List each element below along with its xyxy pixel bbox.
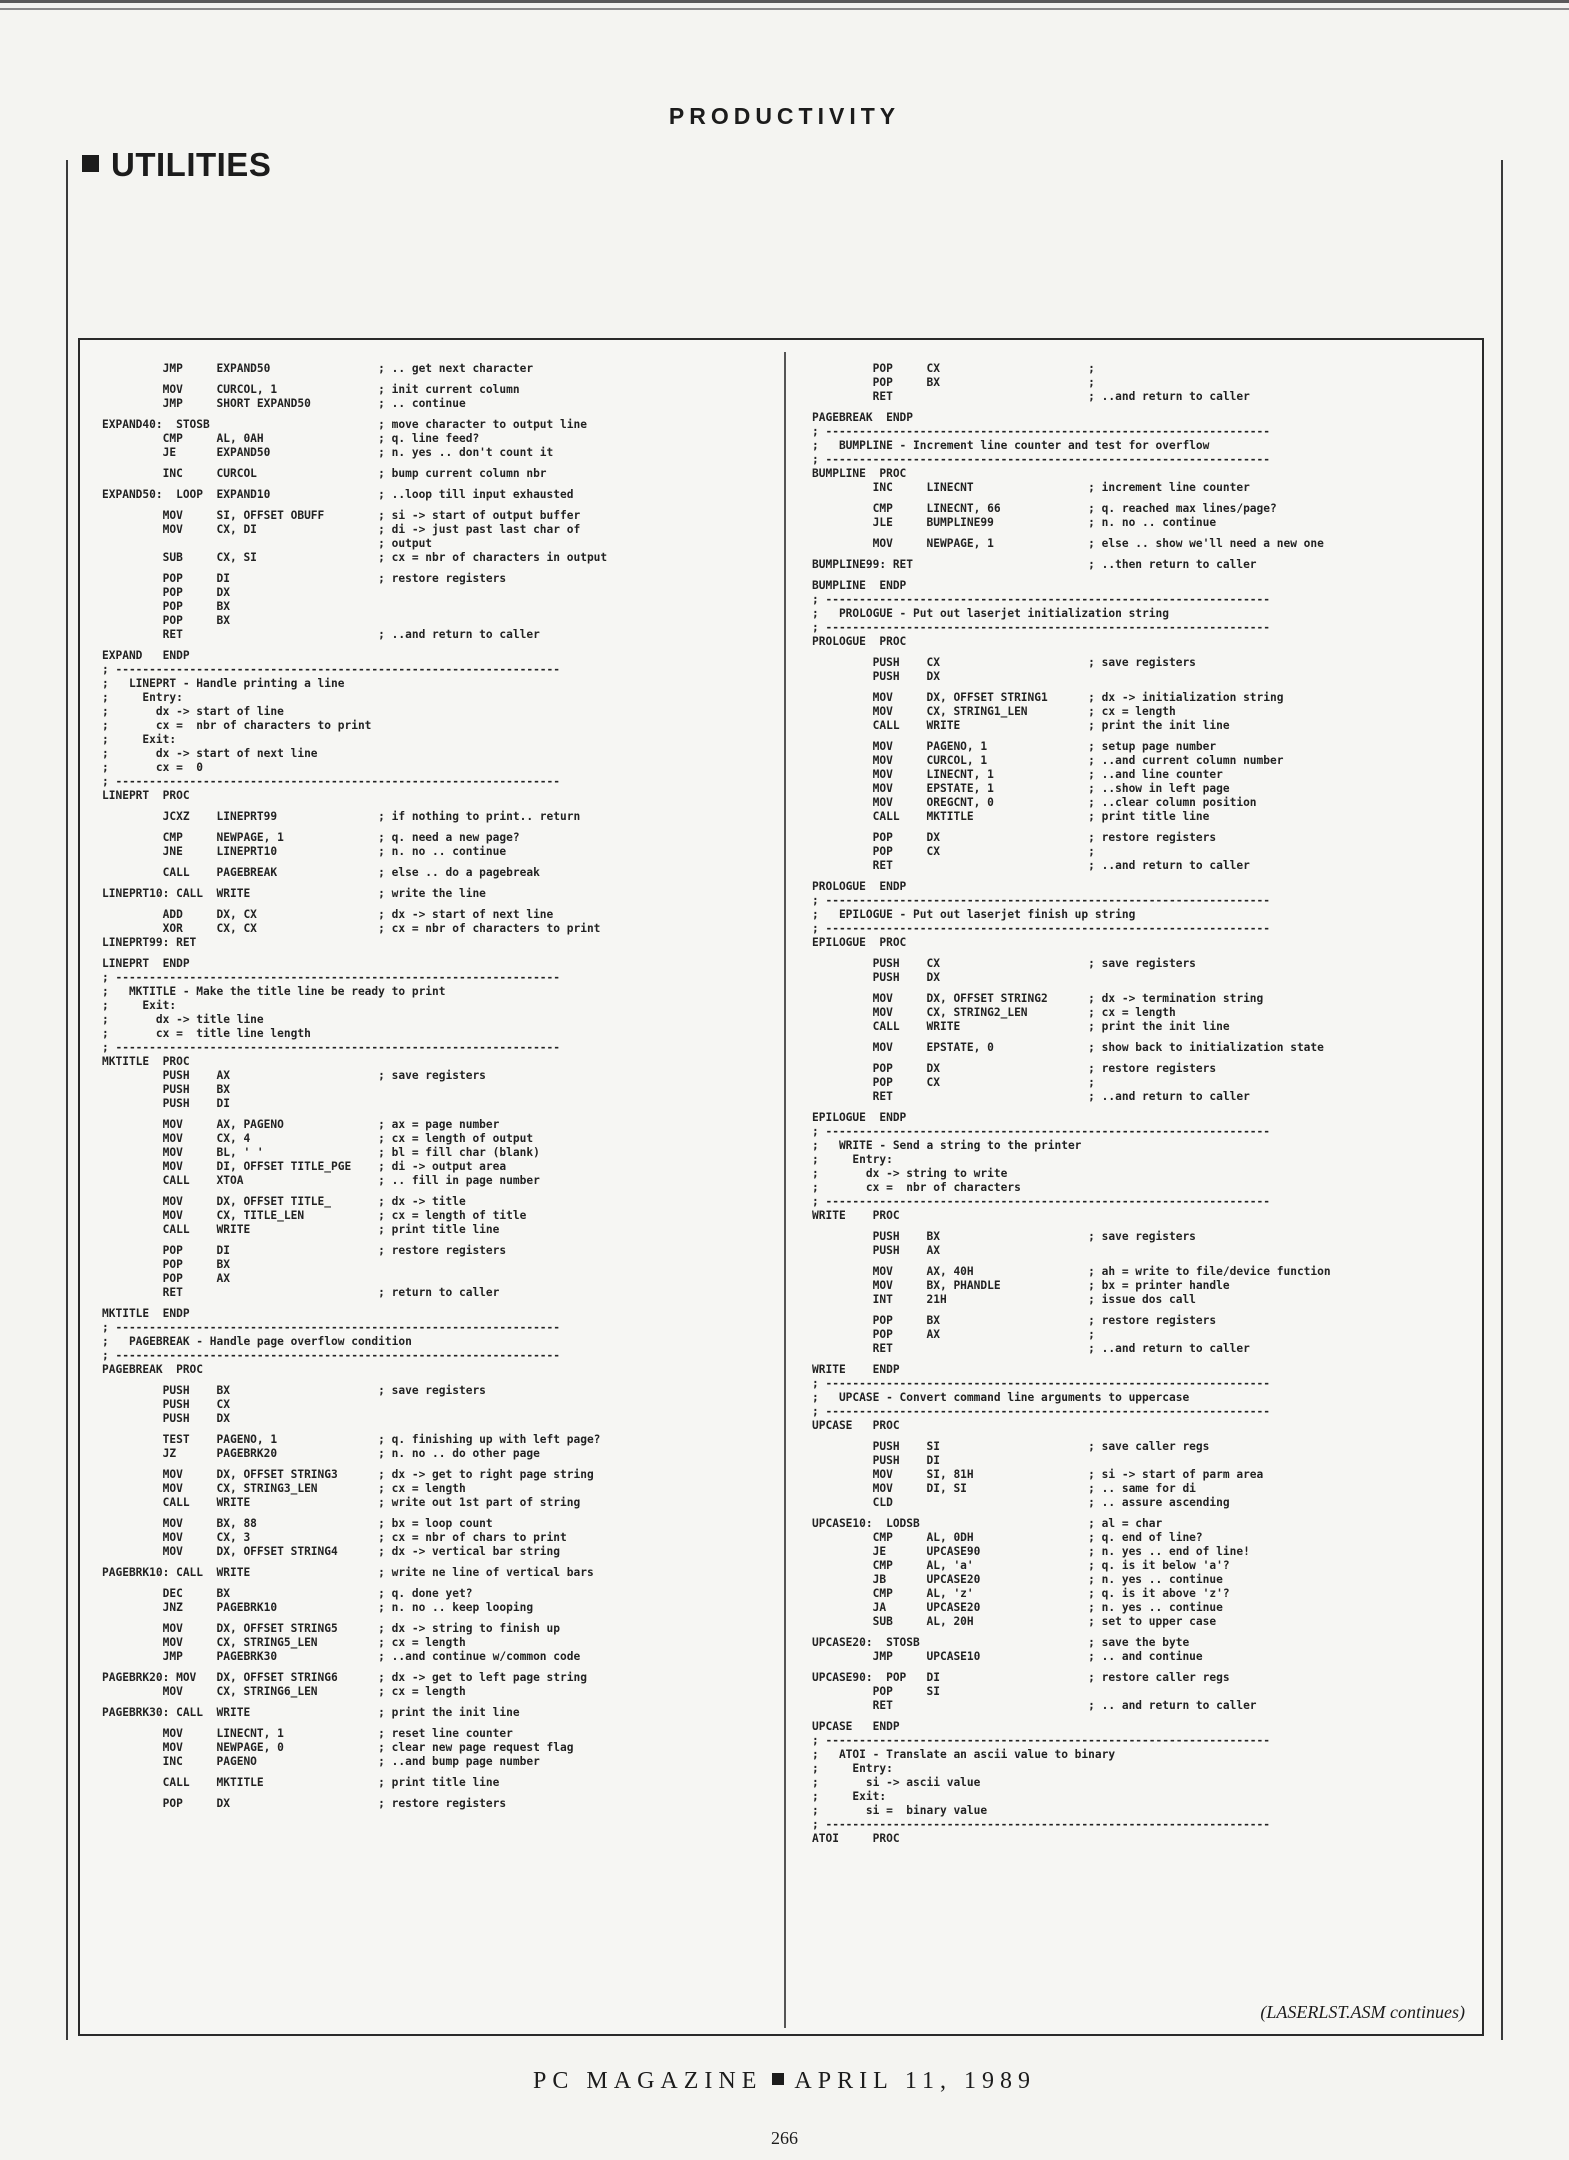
code-line: POP CX ;	[812, 845, 1095, 858]
code-line	[812, 950, 1476, 957]
code-line: ; WRITE - Send a string to the printer	[812, 1139, 1082, 1152]
code-line: JNE LINEPRT10 ; n. no .. continue	[102, 845, 507, 858]
bullet-square-icon	[82, 155, 99, 172]
code-line: ; MKTITLE - Make the title line be ready to print	[102, 985, 446, 998]
code-line: JLE BUMPLINE99 ; n. no .. continue	[812, 516, 1217, 529]
code-line: JMP UPCASE10 ; .. and continue	[812, 1650, 1203, 1663]
code-line	[812, 684, 1476, 691]
code-line: ; dx -> start of next line	[102, 747, 318, 760]
code-line: WRITE PROC	[812, 1209, 900, 1222]
code-line: POP DX	[102, 586, 230, 599]
code-line	[812, 572, 1476, 579]
code-line: CALL MKTITLE ; print title line	[812, 810, 1210, 823]
code-line: PUSH AX ; save registers	[102, 1069, 486, 1082]
code-line	[102, 376, 754, 383]
code-line: PUSH DI	[102, 1097, 230, 1110]
code-line	[102, 1426, 754, 1433]
code-line: PROLOGUE ENDP	[812, 880, 907, 893]
code-line: ; ------------------------------------------------------------------	[812, 1125, 1271, 1138]
code-line: ; Exit:	[812, 1790, 887, 1803]
code-line	[102, 1769, 754, 1776]
code-line: ; ------------------------------------------------------------------	[102, 1321, 561, 1334]
code-line: MOV AX, 40H ; ah = write to file/device function	[812, 1265, 1331, 1278]
code-line	[102, 1559, 754, 1566]
code-line: MOV DI, SI ; .. same for di	[812, 1482, 1196, 1495]
code-line: INC PAGENO ; ..and bump page number	[102, 1755, 540, 1768]
code-line	[812, 985, 1476, 992]
code-line: ; si -> ascii value	[812, 1776, 981, 1789]
code-line: RET ; ..and return to caller	[812, 390, 1250, 403]
code-line: UPCASE10: LODSB ; al = char	[812, 1517, 1163, 1530]
code-line: RET ; ..and return to caller	[812, 1090, 1250, 1103]
code-line	[812, 1055, 1476, 1062]
code-line: ; si = binary value	[812, 1804, 988, 1817]
code-line: EXPAND ENDP	[102, 649, 190, 662]
code-line: RET ; ..and return to caller	[102, 628, 540, 641]
code-line	[102, 1111, 754, 1118]
code-line: INC LINECNT ; increment line counter	[812, 481, 1250, 494]
code-line: MKTITLE ENDP	[102, 1307, 190, 1320]
code-line: MOV PAGENO, 1 ; setup page number	[812, 740, 1217, 753]
code-line: LINEPRT99: RET	[102, 936, 197, 949]
code-line: POP BX	[102, 1258, 230, 1271]
code-line	[812, 1629, 1476, 1636]
code-line: ; PAGEBREAK - Handle page overflow condition	[102, 1335, 412, 1348]
code-line: MOV DX, OFFSET TITLE_ ; dx -> title	[102, 1195, 466, 1208]
code-line: SUB CX, SI ; cx = nbr of characters in output	[102, 551, 608, 564]
code-line: JB UPCASE20 ; n. yes .. continue	[812, 1573, 1223, 1586]
code-line: CMP AL, 'a' ; q. is it below 'a'?	[812, 1559, 1230, 1572]
code-line: PUSH BX ; save registers	[812, 1230, 1196, 1243]
code-line: ; Exit:	[102, 733, 177, 746]
department-label: UTILITIES	[111, 146, 272, 183]
code-line	[812, 1223, 1476, 1230]
code-line: MKTITLE PROC	[102, 1055, 190, 1068]
code-line: MOV DX, OFFSET STRING5 ; dx -> string to finish up	[102, 1622, 561, 1635]
code-line: BUMPLINE PROC	[812, 467, 907, 480]
code-line: RET ; return to caller	[102, 1286, 500, 1299]
code-line: INC CURCOL ; bump current column nbr	[102, 467, 547, 480]
code-line	[102, 1615, 754, 1622]
code-line: JNZ PAGEBRK10 ; n. no .. keep looping	[102, 1601, 534, 1614]
page-number: 266	[771, 2128, 798, 2148]
code-line: POP BX ; restore registers	[812, 1314, 1217, 1327]
code-line	[102, 1664, 754, 1671]
code-line: ; Entry:	[812, 1762, 893, 1775]
code-line: MOV SI, OFFSET OBUFF ; si -> start of output buffer	[102, 509, 581, 522]
code-line: POP BX	[102, 614, 230, 627]
code-line: ; output	[102, 537, 433, 550]
code-line: ; BUMPLINE - Increment line counter and test for overflow	[812, 439, 1210, 452]
code-line	[812, 1433, 1476, 1440]
code-line: CMP AL, 0AH ; q. line feed?	[102, 432, 480, 445]
code-line: LINEPRT PROC	[102, 789, 190, 802]
code-line: DEC BX ; q. done yet?	[102, 1587, 473, 1600]
code-line: PUSH CX ; save registers	[812, 957, 1196, 970]
code-line	[102, 411, 754, 418]
code-line: ; ------------------------------------------------------------------	[102, 1349, 561, 1362]
code-line: POP AX ;	[812, 1328, 1095, 1341]
code-line: CALL WRITE ; print the init line	[812, 719, 1230, 732]
magazine-name: PC MAGAZINE	[533, 2068, 763, 2094]
code-line	[102, 1510, 754, 1517]
code-line	[102, 502, 754, 509]
issue-date: APRIL 11, 1989	[794, 2068, 1036, 2094]
section-heading: PRODUCTIVITY	[668, 103, 901, 129]
code-line: MOV NEWPAGE, 1 ; else .. show we'll need a new one	[812, 537, 1324, 550]
code-line: UPCASE PROC	[812, 1419, 900, 1432]
code-line: CLD ; .. assure ascending	[812, 1496, 1230, 1509]
code-line: ; LINEPRT - Handle printing a line	[102, 677, 345, 690]
code-line	[102, 1237, 754, 1244]
code-line	[102, 880, 754, 887]
code-line	[102, 824, 754, 831]
code-line: MOV CX, STRING3_LEN ; cx = length	[102, 1482, 466, 1495]
code-line: ; dx -> start of line	[102, 705, 284, 718]
code-line: PUSH CX	[102, 1398, 230, 1411]
code-line: UPCASE20: STOSB ; save the byte	[812, 1636, 1190, 1649]
code-line: MOV DX, OFFSET STRING1 ; dx -> initialization string	[812, 691, 1284, 704]
code-line: ; Exit:	[102, 999, 177, 1012]
code-line: MOV LINECNT, 1 ; reset line counter	[102, 1727, 513, 1740]
code-line: MOV SI, 81H ; si -> start of parm area	[812, 1468, 1264, 1481]
code-line	[812, 873, 1476, 880]
code-line: EXPAND50: LOOP EXPAND10 ; ..loop till input exhausted	[102, 488, 574, 501]
page-footer	[0, 2068, 1569, 2095]
code-line: POP CX ;	[812, 362, 1095, 375]
code-line: MOV DX, OFFSET STRING2 ; dx -> termination string	[812, 992, 1264, 1005]
code-line: UPCASE ENDP	[812, 1720, 900, 1733]
code-line: POP DX ; restore registers	[812, 831, 1217, 844]
code-line: RET ; ..and return to caller	[812, 1342, 1250, 1355]
department-heading	[82, 146, 271, 184]
code-line	[102, 481, 754, 488]
code-line: ; Entry:	[102, 691, 183, 704]
code-line: PUSH DX	[812, 670, 940, 683]
code-line	[102, 1790, 754, 1797]
code-line: PAGEBREAK PROC	[102, 1363, 204, 1376]
code-line: ; cx = 0	[102, 761, 204, 774]
code-line	[102, 1377, 754, 1384]
code-line	[102, 901, 754, 908]
code-line: INT 21H ; issue dos call	[812, 1293, 1196, 1306]
code-line	[102, 460, 754, 467]
code-line: ; UPCASE - Convert command line arguments to uppercase	[812, 1391, 1190, 1404]
code-line	[812, 824, 1476, 831]
code-line: ; ------------------------------------------------------------------	[812, 1818, 1271, 1831]
code-line: JA UPCASE20 ; n. yes .. continue	[812, 1601, 1223, 1614]
code-line: MOV CX, TITLE_LEN ; cx = length of title	[102, 1209, 527, 1222]
code-line: XOR CX, CX ; cx = nbr of characters to print	[102, 922, 601, 935]
code-line: CALL WRITE ; print title line	[102, 1223, 500, 1236]
code-line	[102, 1188, 754, 1195]
code-line: MOV CX, STRING1_LEN ; cx = length	[812, 705, 1176, 718]
code-line: PAGEBRK30: CALL WRITE ; print the init line	[102, 1706, 520, 1719]
code-line: PAGEBRK10: CALL WRITE ; write ne line of vertical bars	[102, 1566, 594, 1579]
code-line: CALL WRITE ; print the init line	[812, 1020, 1230, 1033]
code-line: CALL PAGEBREAK ; else .. do a pagebreak	[102, 866, 540, 879]
code-line: POP DI ; restore registers	[102, 572, 507, 585]
code-line	[102, 859, 754, 866]
code-line: ; ------------------------------------------------------------------	[102, 1041, 561, 1054]
code-line: ; ------------------------------------------------------------------	[812, 1195, 1271, 1208]
code-line: POP SI	[812, 1685, 940, 1698]
listing-left-column	[102, 362, 754, 1811]
code-line: MOV BL, ' ' ; bl = fill char (blank)	[102, 1146, 540, 1159]
code-line: ; cx = nbr of characters	[812, 1181, 1021, 1194]
code-line: RET ; ..and return to caller	[812, 859, 1250, 872]
listing-right-column	[812, 362, 1476, 1846]
code-line	[812, 1510, 1476, 1517]
code-line: MOV CX, 3 ; cx = nbr of chars to print	[102, 1531, 567, 1544]
code-line: MOV DX, OFFSET STRING3 ; dx -> get to right page string	[102, 1468, 594, 1481]
code-line	[812, 404, 1476, 411]
code-line: BUMPLINE99: RET ; ..then return to caller	[812, 558, 1257, 571]
code-line	[102, 1461, 754, 1468]
code-line: CMP LINECNT, 66 ; q. reached max lines/page?	[812, 502, 1277, 515]
code-line: POP AX	[102, 1272, 230, 1285]
code-line: ; ------------------------------------------------------------------	[812, 621, 1271, 634]
code-line	[812, 649, 1476, 656]
code-line: MOV EPSTATE, 0 ; show back to initialization state	[812, 1041, 1324, 1054]
code-line	[812, 1356, 1476, 1363]
code-line: MOV CX, STRING5_LEN ; cx = length	[102, 1636, 466, 1649]
code-line: JZ PAGEBRK20 ; n. no .. do other page	[102, 1447, 540, 1460]
code-line	[102, 565, 754, 572]
code-line: JE EXPAND50 ; n. yes .. don't count it	[102, 446, 554, 459]
code-line: MOV CX, STRING6_LEN ; cx = length	[102, 1685, 466, 1698]
code-line: JCXZ LINEPRT99 ; if nothing to print.. return	[102, 810, 581, 823]
code-line: POP BX	[102, 600, 230, 613]
code-line: PUSH DI	[812, 1454, 940, 1467]
code-line: MOV EPSTATE, 1 ; ..show in left page	[812, 782, 1230, 795]
code-line: ; cx = nbr of characters to print	[102, 719, 372, 732]
code-line	[812, 1307, 1476, 1314]
code-line: MOV CX, STRING2_LEN ; cx = length	[812, 1006, 1176, 1019]
code-line: MOV NEWPAGE, 0 ; clear new page request flag	[102, 1741, 574, 1754]
code-line: POP BX ;	[812, 376, 1095, 389]
code-line: MOV CX, DI ; di -> just past last char of	[102, 523, 581, 536]
code-line	[812, 551, 1476, 558]
code-line	[102, 1720, 754, 1727]
code-line: PUSH BX ; save registers	[102, 1384, 486, 1397]
code-line	[812, 733, 1476, 740]
left-margin-rule	[66, 160, 68, 2040]
code-line: ATOI PROC	[812, 1832, 900, 1845]
code-line	[102, 1580, 754, 1587]
code-line	[102, 642, 754, 649]
code-line: CALL MKTITLE ; print title line	[102, 1776, 500, 1789]
code-line: MOV CURCOL, 1 ; init current column	[102, 383, 520, 396]
code-line: POP DX ; restore registers	[102, 1797, 507, 1810]
code-line: ; ------------------------------------------------------------------	[812, 593, 1271, 606]
code-line	[102, 1699, 754, 1706]
code-line: ; PROLOGUE - Put out laserjet initialization string	[812, 607, 1169, 620]
code-line: CALL WRITE ; write out 1st part of string	[102, 1496, 581, 1509]
code-line: UPCASE90: POP DI ; restore caller regs	[812, 1671, 1230, 1684]
code-line: PUSH SI ; save caller regs	[812, 1440, 1210, 1453]
code-line: MOV CX, 4 ; cx = length of output	[102, 1132, 534, 1145]
code-line: SUB AL, 20H ; set to upper case	[812, 1615, 1217, 1628]
code-line: PUSH AX	[812, 1244, 940, 1257]
code-line: MOV DX, OFFSET STRING4 ; dx -> vertical bar string	[102, 1545, 561, 1558]
code-line: ; ------------------------------------------------------------------	[102, 775, 561, 788]
code-line: ; ------------------------------------------------------------------	[812, 922, 1271, 935]
code-line	[812, 1258, 1476, 1265]
right-margin-rule	[1501, 160, 1503, 2040]
code-line	[102, 1300, 754, 1307]
code-line: MOV BX, PHANDLE ; bx = printer handle	[812, 1279, 1230, 1292]
code-line: TEST PAGENO, 1 ; q. finishing up with left page?	[102, 1433, 601, 1446]
code-line: WRITE ENDP	[812, 1363, 900, 1376]
code-line: PUSH CX ; save registers	[812, 656, 1196, 669]
code-line: ; dx -> string to write	[812, 1167, 1008, 1180]
code-line	[812, 495, 1476, 502]
code-line: POP DI ; restore registers	[102, 1244, 507, 1257]
code-line: MOV CURCOL, 1 ; ..and current column number	[812, 754, 1284, 767]
code-line	[812, 1664, 1476, 1671]
top-rule	[0, 0, 1569, 12]
code-line: CMP AL, 0DH ; q. end of line?	[812, 1531, 1203, 1544]
footer-bullet-icon	[772, 2073, 784, 2085]
code-line: CMP AL, 'z' ; q. is it above 'z'?	[812, 1587, 1230, 1600]
code-line: JE UPCASE90 ; n. yes .. end of line!	[812, 1545, 1250, 1558]
code-line: JMP PAGEBRK30 ; ..and continue w/common code	[102, 1650, 581, 1663]
code-line: PUSH BX	[102, 1083, 230, 1096]
code-line: ; cx = title line length	[102, 1027, 311, 1040]
code-line: ; ATOI - Translate an ascii value to binary	[812, 1748, 1116, 1761]
continued-note: (LASERLST.ASM continues)	[1260, 2002, 1465, 2022]
code-line: ADD DX, CX ; dx -> start of next line	[102, 908, 554, 921]
code-line: ; Entry:	[812, 1153, 893, 1166]
code-line: ; EPILOGUE - Put out laserjet finish up string	[812, 908, 1136, 921]
code-line: EPILOGUE ENDP	[812, 1111, 907, 1124]
code-line: PROLOGUE PROC	[812, 635, 907, 648]
code-line	[102, 950, 754, 957]
code-line: ; ------------------------------------------------------------------	[812, 1405, 1271, 1418]
code-line: BUMPLINE ENDP	[812, 579, 907, 592]
code-line: LINEPRT ENDP	[102, 957, 190, 970]
column-divider	[784, 352, 786, 2028]
code-line: PUSH DX	[102, 1412, 230, 1425]
code-line: PAGEBRK20: MOV DX, OFFSET STRING6 ; dx -> get to left page string	[102, 1671, 587, 1684]
code-line: MOV LINECNT, 1 ; ..and line counter	[812, 768, 1223, 781]
code-line: POP DX ; restore registers	[812, 1062, 1217, 1075]
code-line: EPILOGUE PROC	[812, 936, 907, 949]
code-line: POP CX ;	[812, 1076, 1095, 1089]
code-line: JMP SHORT EXPAND50 ; .. continue	[102, 397, 466, 410]
code-line: ; ------------------------------------------------------------------	[812, 453, 1271, 466]
code-line: ; ------------------------------------------------------------------	[812, 894, 1271, 907]
code-line: EXPAND40: STOSB ; move character to output line	[102, 418, 587, 431]
code-line: MOV DI, OFFSET TITLE_PGE ; di -> output area	[102, 1160, 507, 1173]
code-line: JMP EXPAND50 ; .. get next character	[102, 362, 534, 375]
code-line: MOV AX, PAGENO ; ax = page number	[102, 1118, 500, 1131]
code-line: RET ; .. and return to caller	[812, 1699, 1257, 1712]
code-line: ; ------------------------------------------------------------------	[102, 663, 561, 676]
code-line: MOV OREGCNT, 0 ; ..clear column position	[812, 796, 1257, 809]
code-line: ; ------------------------------------------------------------------	[812, 425, 1271, 438]
code-line: CALL XTOA ; .. fill in page number	[102, 1174, 540, 1187]
code-line: PUSH DX	[812, 971, 940, 984]
code-line: LINEPRT10: CALL WRITE ; write the line	[102, 887, 486, 900]
code-line: CMP NEWPAGE, 1 ; q. need a new page?	[102, 831, 520, 844]
code-line	[812, 1034, 1476, 1041]
code-line: ; ------------------------------------------------------------------	[812, 1734, 1271, 1747]
code-line: MOV BX, 88 ; bx = loop count	[102, 1517, 493, 1530]
code-line: ; ------------------------------------------------------------------	[102, 971, 561, 984]
code-line: ; ------------------------------------------------------------------	[812, 1377, 1271, 1390]
code-line: ; dx -> title line	[102, 1013, 264, 1026]
code-line	[812, 1104, 1476, 1111]
code-line	[812, 1713, 1476, 1720]
code-line	[102, 803, 754, 810]
code-line	[812, 530, 1476, 537]
code-line: PAGEBREAK ENDP	[812, 411, 914, 424]
